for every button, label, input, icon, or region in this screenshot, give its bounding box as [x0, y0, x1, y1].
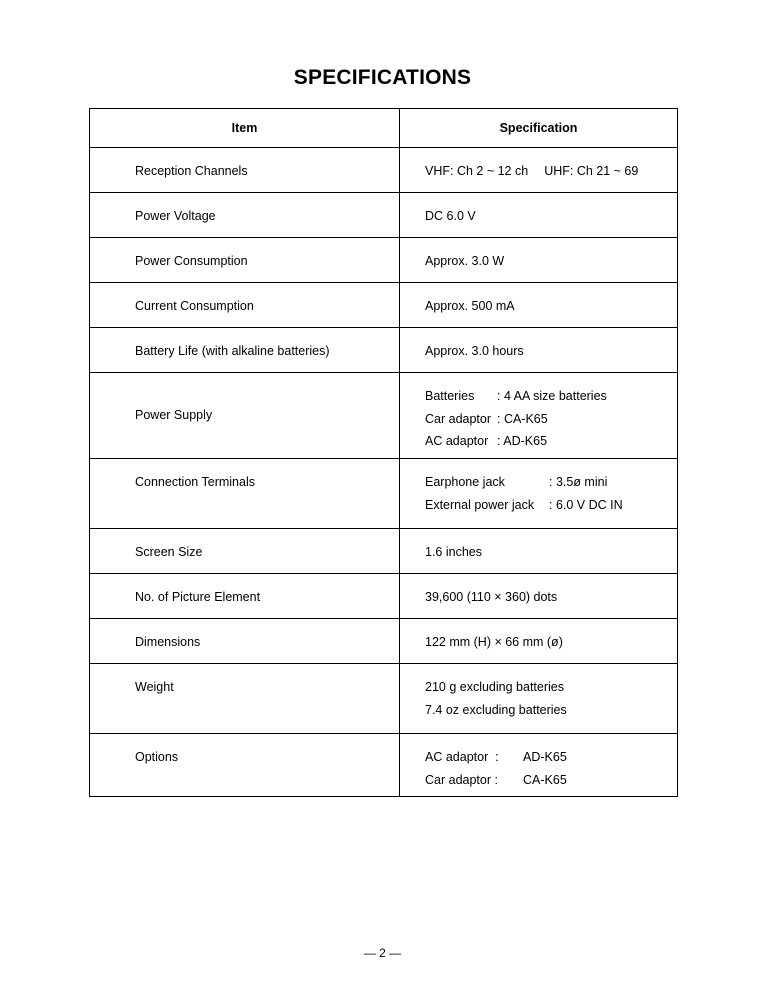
line-label: AC adaptor : — [425, 750, 499, 764]
table-row — [90, 283, 678, 328]
page-title: SPECIFICATIONS — [293, 66, 472, 89]
table-row — [90, 664, 678, 734]
row-value: Approx. 3.0 hours — [425, 344, 524, 358]
table-row — [90, 373, 678, 459]
row-value-line — [425, 471, 677, 494]
line-value: : 3.5ø mini — [549, 475, 608, 489]
row-item: Screen Size — [135, 545, 203, 559]
vhf-value: VHF: Ch 2 ~ 12 ch — [425, 164, 529, 178]
row-item: Dimensions — [135, 635, 201, 649]
table-row — [90, 734, 678, 797]
specifications-table — [89, 108, 678, 797]
row-value-line — [425, 746, 677, 769]
header-specification: Specification — [400, 109, 678, 148]
line-value: : AD-K65 — [497, 434, 548, 448]
line-value: CA-K65 — [523, 772, 567, 787]
row-value: 122 mm (H) × 66 mm (ø) — [425, 635, 563, 649]
row-item: Reception Channels — [135, 164, 248, 178]
table-row — [90, 529, 678, 574]
table-row — [90, 328, 678, 373]
row-value: Approx. 500 mA — [425, 299, 515, 313]
line-label: External power jack — [425, 497, 535, 512]
page-number: — 2 — — [363, 946, 402, 960]
row-item: No. of Picture Element — [135, 590, 261, 604]
row-value-line — [425, 385, 677, 408]
row-value-line — [425, 408, 677, 431]
line-label: AC adaptor — [425, 434, 489, 448]
row-item: Power Supply — [135, 408, 213, 423]
uhf-value: UHF: Ch 21 ~ 69 — [544, 164, 639, 178]
row-item: Power Consumption — [135, 254, 248, 268]
row-value-line — [425, 494, 677, 517]
line-value: : 6.0 V DC IN — [549, 497, 623, 512]
row-item: Current Consumption — [135, 299, 254, 313]
table-row — [90, 619, 678, 664]
row-value: 1.6 inches — [425, 545, 482, 559]
row-value-line — [425, 769, 677, 792]
table-row — [90, 238, 678, 283]
line-label: Car adaptor : — [425, 772, 498, 787]
table-row — [90, 459, 678, 529]
line-value: : CA-K65 — [497, 411, 548, 426]
line-value: : 4 AA size batteries — [497, 389, 607, 403]
row-value-line: 210 g excluding batteries — [425, 680, 564, 694]
row-item: Power Voltage — [135, 209, 216, 223]
row-value: Approx. 3.0 W — [425, 254, 505, 268]
row-value — [425, 160, 677, 183]
line-value: AD-K65 — [523, 750, 567, 764]
table-row — [90, 574, 678, 619]
row-value: DC 6.0 V — [425, 209, 476, 223]
row-value-line — [425, 430, 677, 453]
table-header-row — [90, 109, 678, 148]
line-label: Car adaptor — [425, 411, 492, 426]
header-item: Item — [90, 109, 400, 148]
row-value-line: 7.4 oz excluding batteries — [425, 702, 567, 717]
row-item: Battery Life (with alkaline batteries) — [135, 344, 330, 358]
row-value: 39,600 (110 × 360) dots — [425, 590, 558, 604]
line-label: Earphone jack — [425, 475, 505, 489]
row-item: Weight — [135, 680, 174, 694]
row-item: Options — [135, 750, 179, 764]
table-row — [90, 193, 678, 238]
table-row — [90, 148, 678, 193]
line-label: Batteries — [425, 389, 475, 403]
row-item: Connection Terminals — [135, 475, 255, 489]
